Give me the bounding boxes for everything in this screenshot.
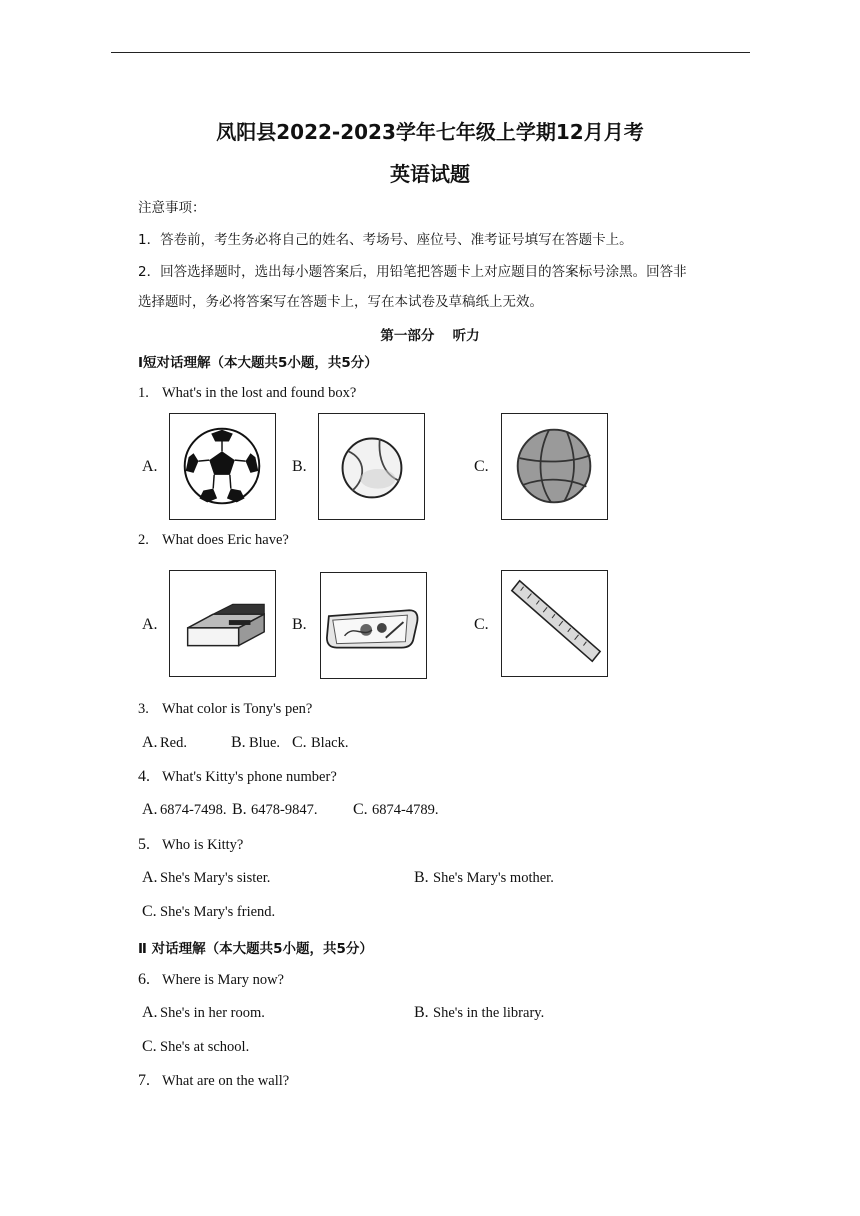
option-label: A.: [142, 801, 158, 818]
section-heading-1: Ⅰ短对话理解（本大题共5小题，共5分）: [138, 355, 378, 371]
question-text: What are on the wall?: [162, 1073, 290, 1089]
tennis-ball-icon: [319, 414, 424, 519]
option-label: A.: [142, 734, 158, 751]
tennis-ball-picture[interactable]: [318, 413, 425, 520]
option-text: 6478-9847.: [251, 802, 318, 818]
option-label: B.: [414, 1004, 429, 1021]
option-label: C.: [142, 903, 157, 920]
question-number: 6.: [138, 971, 150, 988]
option-label: B.: [231, 734, 246, 751]
option-label: C.: [292, 734, 307, 751]
option-text: She's in her room.: [160, 1005, 265, 1021]
option-label: A.: [142, 869, 158, 886]
page-subtitle: 英语试题: [390, 162, 470, 186]
option-text: 6874-4789.: [372, 802, 439, 818]
option-text: She's in the library.: [433, 1005, 545, 1021]
question-text: What color is Tony's pen?: [162, 701, 313, 717]
option-text: Black.: [311, 735, 349, 751]
question-number: 1.: [138, 385, 149, 401]
option-text: She's Mary's friend.: [160, 904, 276, 920]
question-number: 2.: [138, 532, 149, 548]
question-text: What does Eric have?: [162, 532, 289, 548]
basketball-picture[interactable]: [501, 413, 608, 520]
pencil-case-picture[interactable]: [320, 572, 427, 679]
section-heading-2: Ⅱ 对话理解（本大题共5小题，共5分）: [138, 941, 373, 957]
eraser-icon: [170, 571, 275, 676]
option-label: C.: [353, 801, 368, 818]
question-text: What's in the lost and found box?: [162, 385, 357, 401]
option-text: Blue.: [249, 735, 281, 751]
notes-heading: 注意事项：: [138, 200, 206, 216]
page-title: 凤阳县2022-2023学年七年级上学期12月月考: [216, 120, 644, 144]
picture-option-label: A.: [142, 458, 158, 475]
option-text: Red.: [160, 735, 187, 751]
question-text: Who is Kitty?: [162, 837, 244, 853]
picture-option-label: B.: [292, 616, 307, 633]
ruler-icon: [502, 571, 607, 676]
question-number: 7.: [138, 1072, 150, 1089]
question-text: Where is Mary now?: [162, 972, 284, 988]
part-heading: 第一部分 听力: [380, 328, 480, 344]
pencil-case-icon: [321, 573, 426, 678]
option-label: C.: [142, 1038, 157, 1055]
option-label: B.: [232, 801, 247, 818]
soccer-ball-icon: [170, 414, 275, 519]
option-label: B.: [414, 869, 429, 886]
option-text: She's at school.: [160, 1039, 250, 1055]
question-number: 3.: [138, 701, 149, 717]
option-text: She's Mary's sister.: [160, 870, 271, 886]
notes-item-2-line-2: 选择题时，务必将答案写在答题卡上，写在本试卷及草稿纸上无效。: [138, 294, 543, 310]
question-number: 4.: [138, 768, 150, 785]
picture-option-label: C.: [474, 616, 489, 633]
picture-option-label: B.: [292, 458, 307, 475]
notes-item-2-line-1: 2．回答选择题时，选出每小题答案后，用铅笔把答题卡上对应题目的答案标号涂黑。回答非: [138, 264, 687, 280]
eraser-picture[interactable]: [169, 570, 276, 677]
header-rule: [111, 52, 750, 53]
notes-item-1: 1．答卷前，考生务必将自己的姓名、考场号、座位号、准考证号填写在答题卡上。: [138, 232, 633, 248]
question-number: 5.: [138, 836, 150, 853]
option-text: She's Mary's mother.: [433, 870, 554, 886]
option-label: A.: [142, 1004, 158, 1021]
ruler-picture[interactable]: [501, 570, 608, 677]
picture-option-label: A.: [142, 616, 158, 633]
question-text: What's Kitty's phone number?: [162, 769, 337, 785]
soccer-ball-picture[interactable]: [169, 413, 276, 520]
basketball-icon: [502, 414, 607, 519]
picture-option-label: C.: [474, 458, 489, 475]
option-text: 6874-7498.: [160, 802, 227, 818]
